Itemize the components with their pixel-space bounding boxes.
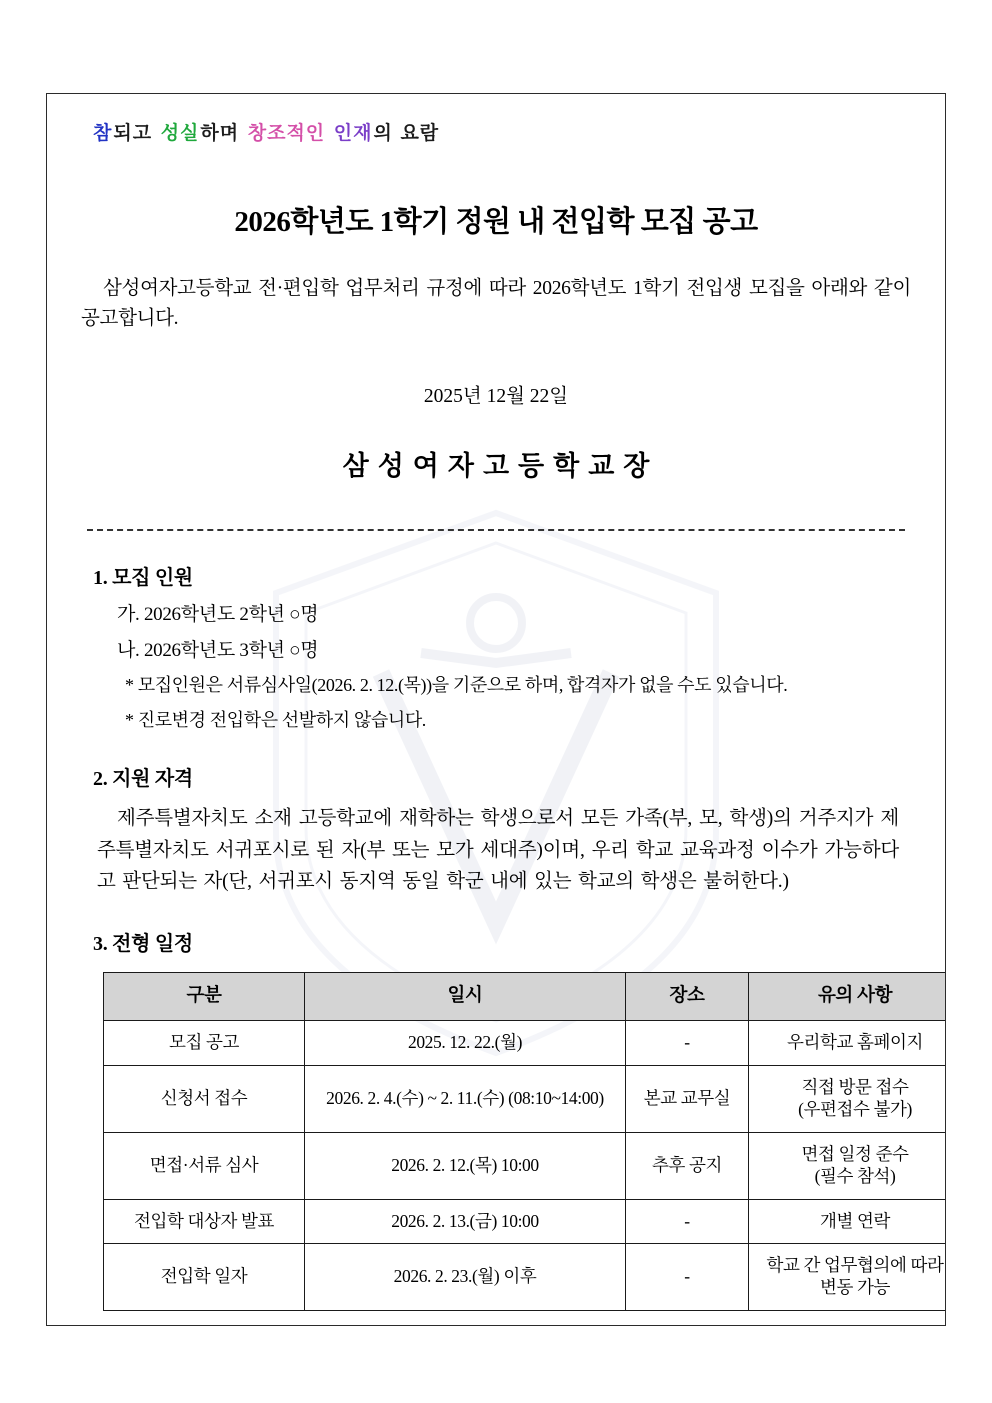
- motto-part-4: 하며: [200, 122, 247, 144]
- cell-yuui-line1: 학교 간 업무협의에 따라: [766, 1255, 944, 1276]
- cell-ilsi: 2026. 2. 13.(금) 10:00: [305, 1199, 626, 1244]
- table-row: [104, 1132, 947, 1199]
- section-heading-3: 3. 전형 일정: [93, 933, 193, 955]
- table-row: [104, 1066, 947, 1133]
- intro-paragraph: 삼성여자고등학교 전·편입학 업무처리 규정에 따라 2026학년도 1학기 전입생 모집을 아래와 같이 공고합니다.: [81, 278, 911, 330]
- motto-part-3: 성실: [160, 122, 200, 144]
- eligibility-paragraph: 제주특별자치도 소재 고등학교에 재학하는 학생으로서 모든 가족(부, 모, 학생)의 거주지가 제주특별자치도 서귀포시로 된 자(부 또는 모가 세대주)이며, 우리 학교 교육과정 이수가 가능하다고 판단되는 자(단, 서귀포시 동지역 동일 학군 내에 있는 학교의 학생은 불허한다.): [97, 808, 899, 892]
- cell-yuui-line2: 변동 가능: [820, 1277, 890, 1298]
- table-row: [104, 1021, 947, 1066]
- cell-gubun: 전입학 대상자 발표: [104, 1199, 305, 1244]
- cell-gubun: 전입학 일자: [104, 1244, 305, 1311]
- motto-part-7: 의 요람: [373, 122, 440, 144]
- motto-part-2: 되고: [113, 122, 160, 144]
- document-page: [46, 93, 946, 1326]
- issue-date: 2025년 12월 22일: [423, 386, 569, 408]
- header-jangso: 장소: [626, 973, 749, 1021]
- header-ilsi: 일시: [305, 973, 626, 1021]
- cell-yuui: [749, 1199, 947, 1244]
- cell-gubun: 면접·서류 심사: [104, 1132, 305, 1199]
- section-eligibility: [75, 762, 917, 897]
- table-header-row: [104, 973, 947, 1021]
- recruitment-note-1: * 모집인원은 서류심사일(2026. 2. 12.(목))을 기준으로 하며, 합격자가 없을 수도 있습니다.: [125, 675, 788, 696]
- cell-jangso: 추후 공지: [626, 1132, 749, 1199]
- cell-yuui-line1: 개별 연락: [820, 1210, 890, 1231]
- dashed-divider: [87, 529, 905, 531]
- recruitment-item-grade3: 나. 2026학년도 3학년 ○명: [117, 640, 319, 662]
- section-recruitment-count: [75, 561, 917, 732]
- table-row: [104, 1199, 947, 1244]
- document-content: [47, 118, 945, 1311]
- cell-ilsi: 2026. 2. 12.(목) 10:00: [305, 1132, 626, 1199]
- cell-jangso: -: [626, 1199, 749, 1244]
- table-row: [104, 1244, 947, 1311]
- cell-ilsi: 2025. 12. 22.(월): [305, 1021, 626, 1066]
- cell-yuui: [749, 1066, 947, 1133]
- cell-ilsi: 2026. 2. 23.(월) 이후: [305, 1244, 626, 1311]
- section-heading-2: 2. 지원 자격: [93, 768, 193, 791]
- cell-yuui: [749, 1244, 947, 1311]
- cell-yuui-line1: 직접 방문 접수: [801, 1077, 909, 1097]
- schedule-table: [103, 972, 946, 1311]
- motto-part-5: 창조적인: [247, 122, 326, 144]
- cell-gubun: 모집 공고: [104, 1021, 305, 1066]
- header-gubun: 구분: [104, 973, 305, 1021]
- cell-yuui-line1: 우리학교 홈페이지: [786, 1032, 923, 1053]
- cell-yuui-line2: (우편접수 불가): [798, 1098, 912, 1119]
- cell-jangso: 본교 교무실: [626, 1066, 749, 1133]
- signer-name: 삼성여자고등학교장: [342, 451, 659, 482]
- cell-yuui-line2: (필수 참석): [814, 1165, 896, 1186]
- cell-jangso: -: [626, 1244, 749, 1311]
- motto-part-1: 참: [93, 122, 113, 144]
- cell-yuui: [749, 1132, 947, 1199]
- recruitment-item-grade2: 가. 2026학년도 2학년 ○명: [117, 604, 319, 626]
- cell-yuui-line1: 면접 일정 준수: [801, 1143, 909, 1164]
- motto-part-6: 인재: [326, 122, 373, 144]
- cell-gubun: 신청서 접수: [104, 1066, 305, 1133]
- section-schedule: [75, 927, 944, 1311]
- cell-yuui: [749, 1021, 947, 1066]
- cell-jangso: -: [626, 1021, 749, 1066]
- section-heading-1: 1. 모집 인원: [93, 567, 193, 590]
- page-title: 2026학년도 1학기 정원 내 전입학 모집 공고: [234, 206, 758, 238]
- header-yuui: 유의 사항: [749, 973, 947, 1021]
- cell-ilsi: 2026. 2. 4.(수) ~ 2. 11.(수) (08:10~14:00): [305, 1066, 626, 1133]
- recruitment-note-2: * 진로변경 전입학은 선발하지 않습니다.: [125, 710, 426, 731]
- school-motto: [93, 118, 917, 145]
